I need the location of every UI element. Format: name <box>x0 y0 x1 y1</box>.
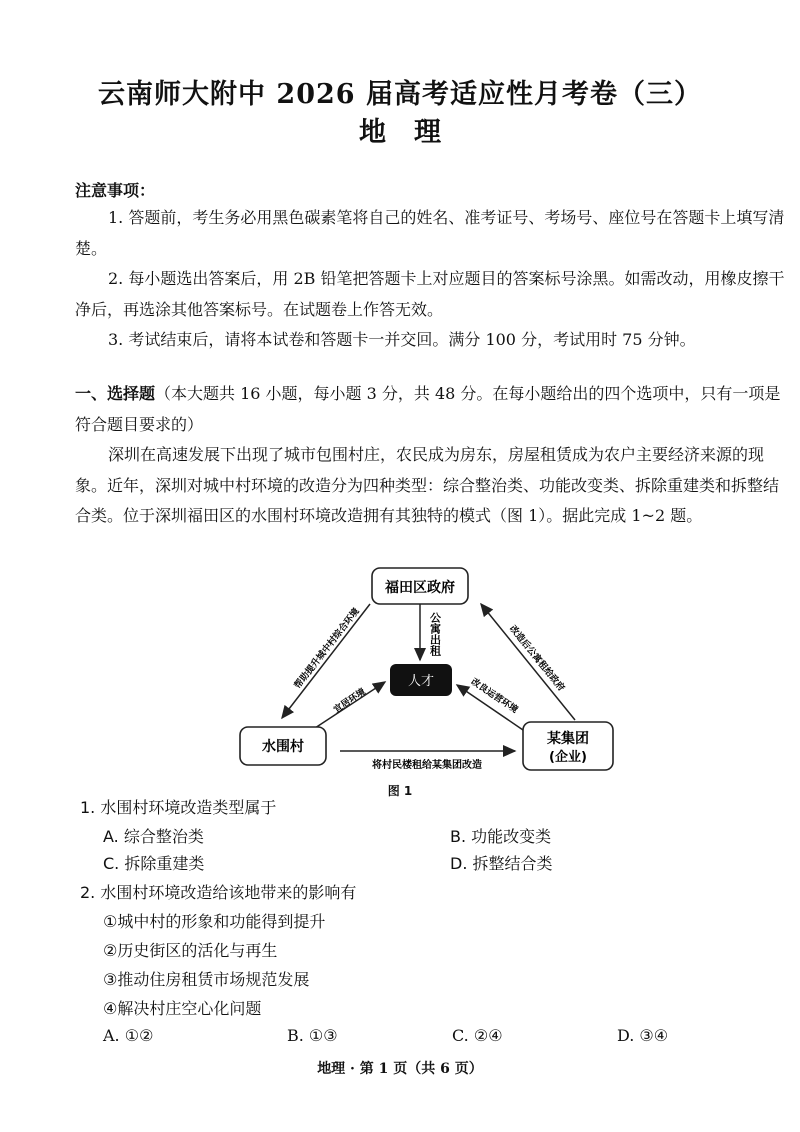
question-2-option-d: D. ③④ <box>617 1026 669 1045</box>
question-2-option-c: C. ②④ <box>452 1026 503 1045</box>
node-group-label: 某集团 <box>547 731 589 747</box>
notice-item-3: 3. 考试结束后，请将本试卷和答题卡一并交回。满分 100 分，考试用时 75 分钟。 <box>108 330 696 349</box>
subject-title: 地理 <box>359 117 469 148</box>
node-gov-label: 福田区政府 <box>385 580 455 596</box>
edge-label-village-talent: 宜居环境 <box>332 687 368 716</box>
question-1-option-a: A. 综合整治类 <box>103 827 204 846</box>
edge-label-village-group: 将村民楼租给某集团改造 <box>372 760 482 771</box>
section-intro <box>75 379 790 440</box>
question-2-statement-4: ④解决村庄空心化问题 <box>103 999 262 1018</box>
question-2-statement-2: ②历史街区的活化与再生 <box>103 941 278 960</box>
notice-heading: 注意事项： <box>75 181 156 200</box>
question-2-statement-1: ①城中村的形象和功能得到提升 <box>103 912 326 931</box>
question-1-option-c: C. 拆除重建类 <box>103 854 205 873</box>
figure-1-diagram <box>225 560 645 805</box>
question-1-stem: 1. 水围村环境改造类型属于 <box>80 798 277 817</box>
figure-caption: 图 1 <box>387 784 413 798</box>
node-talent-label: 人才 <box>407 674 435 689</box>
edge-label-gov-talent: 公寓出租 <box>428 612 442 656</box>
node-village-label: 水围村 <box>262 739 304 755</box>
question-1-option-d: D. 拆整结合类 <box>450 854 553 873</box>
question-2-statement-3: ③推动住房租赁市场规范发展 <box>103 970 310 989</box>
question-2-stem: 2. 水围村环境改造给该地带来的影响有 <box>80 883 357 902</box>
edge-label-gov-village: 帮助提升城中村综合环境 <box>293 606 362 691</box>
edge-label-group-gov: 改造后公寓租给政府 <box>507 624 566 694</box>
notice-item-2: 2. 每小题选出答案后，用 2B 铅笔把答题卡上对应题目的答案标号涂黑。如需改动，用橡皮擦干净后，再选涂其他答案标号。在试题卷上作答无效。 <box>75 269 785 319</box>
question-1-option-b: B. 功能改变类 <box>450 827 552 846</box>
question-2-option-b: B. ①③ <box>287 1026 338 1045</box>
node-group-sublabel: (企业) <box>549 750 587 765</box>
question-2-option-a: A. ①② <box>103 1026 154 1045</box>
section-description: （本大题共 16 小题，每小题 3 分，共 48 分。在每小题给出的四个选项中，只有一项是符合题目要求的） <box>75 384 781 434</box>
notice-item-1: 1. 答题前，考生务必用黑色碳素笔将自己的姓名、准考证号、考场号、座位号在答题卡上填写清楚。 <box>75 208 785 258</box>
page-footer: 地理 · 第 1 页（共 6 页） <box>317 1061 483 1077</box>
material-text: 深圳在高速发展下出现了城市包围村庄，农民成为房东，房屋租赁成为农户主要经济来源的现象。近年，深圳对城中村环境的改造分为四种类型：综合整治类、功能改变类、拆除重建类和拆整结合类。位于深圳福田区的水围村环境改造拥有其独特的模式（图 1）。据此完成 1~2 题。 <box>75 445 780 525</box>
edge-label-group-talent: 改良运营环境 <box>468 677 520 716</box>
exam-title: 云南师大附中 2026 届高考适应性月考卷（三） <box>98 79 702 110</box>
section-heading: 一、选择题 <box>75 384 156 403</box>
